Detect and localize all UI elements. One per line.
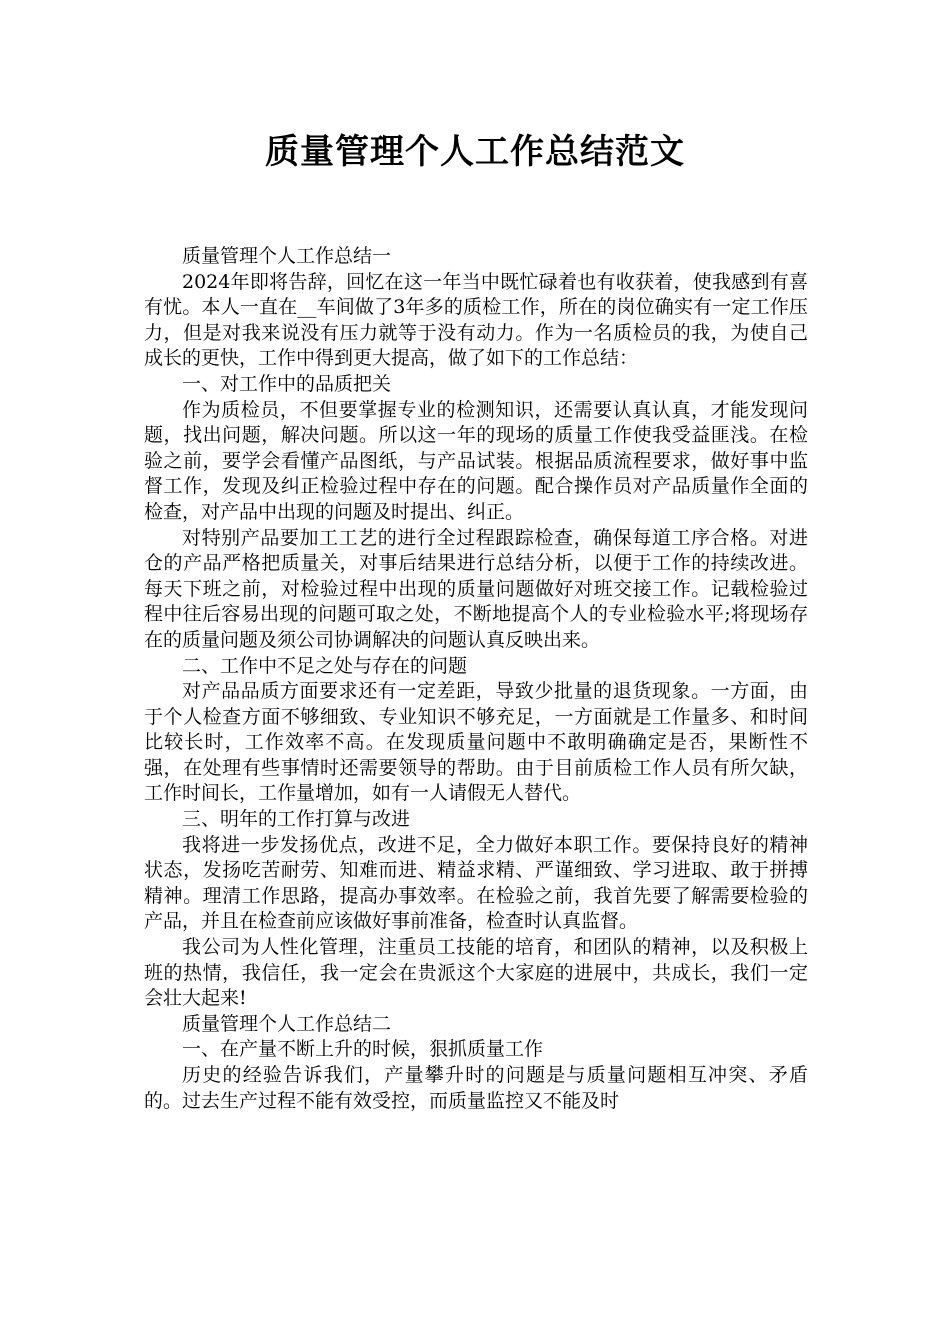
document-title: 质量管理个人工作总结范文: [265, 132, 685, 172]
subsection-heading: 三、明年的工作打算与改进: [182, 808, 411, 831]
paragraph: 我公司为人性化管理，注重员工技能的培育，和团队的精神，以及积极上班的热情，我信任，我一定会在贵派这个大家庭的进展中，共成长，我们一定会壮大起来!: [144, 936, 808, 1010]
paragraph: 对特别产品要加工工艺的进行全过程跟踪检查，确保每道工序合格。对进仓的产品严格把质量关，对事后结果进行总结分析，以便于工作的持续改进。每天下班之前，对检验过程中出现的质量问题做好对班交接工作。记载检验过程中往后容易出现的问题可取之处，不断地提高个人的专业检验水平;将现场存在的质量问题及须公司协调解决的问题认真反映出来。: [144, 526, 808, 651]
section-heading: 质量管理个人工作总结二: [182, 1012, 392, 1035]
subsection-heading: 二、工作中不足之处与存在的问题: [182, 654, 468, 677]
subsection-heading: 一、对工作中的品质把关: [182, 372, 392, 395]
paragraph: 历史的经验告诉我们，产量攀升时的问题是与质量问题相互冲突、矛盾的。过去生产过程不能有效受控，而质量监控又不能及时: [144, 1064, 808, 1112]
paragraph: 2024年即将告辞，回忆在这一年当中既忙碌着也有收获着，使我感到有喜有忧。本人一直在__车间做了3年多的质检工作，所在的岗位确实有一定工作压力，但是对我来说没有压力就等于没有动力。作为一名质检员的我，为使自己成长的更快，工作中得到更大提高，做了如下的工作总结：: [144, 270, 808, 370]
paragraph: 我将进一步发扬优点，改进不足，全力做好本职工作。要保持良好的精神状态，发扬吃苦耐劳、知难而进、精益求精、严谨细致、学习进取、敢于拼搏精神。理清工作思路，提高办事效率。在检验之前，我首先要了解需要检验的产品，并且在检查前应该做好事前准备，检查时认真监督。: [144, 833, 808, 933]
paragraph: 对产品品质方面要求还有一定差距，导致少批量的退货现象。一方面，由于个人检查方面不够细致、专业知识不够充足，一方面就是工作量多、和时间比较长时，工作效率不高。在发现质量问题中不敢明确确定是否，果断性不强，在处理有些事情时还需要领导的帮助。由于目前质检工作人员有所欠缺，工作时间长，工作量增加，如有一人请假无人替代。: [144, 680, 808, 805]
document-body: [144, 244, 808, 1114]
paragraph: 作为质检员，不但要掌握专业的检测知识，还需要认真认真，才能发现问题，找出问题，解决问题。所以这一年的现场的质量工作使我受益匪浅。在检验之前，要学会看懂产品图纸，与产品试装。根据品质流程要求，做好事中监督工作，发现及纠正检验过程中存在的问题。配合操作员对产品质量作全面的检查，对产品中出现的问题及时提出、纠正。: [144, 398, 808, 523]
subsection-heading: 一、在产量不断上升的时候，狠抓质量工作: [182, 1038, 544, 1061]
section-heading: 质量管理个人工作总结一: [182, 245, 392, 267]
